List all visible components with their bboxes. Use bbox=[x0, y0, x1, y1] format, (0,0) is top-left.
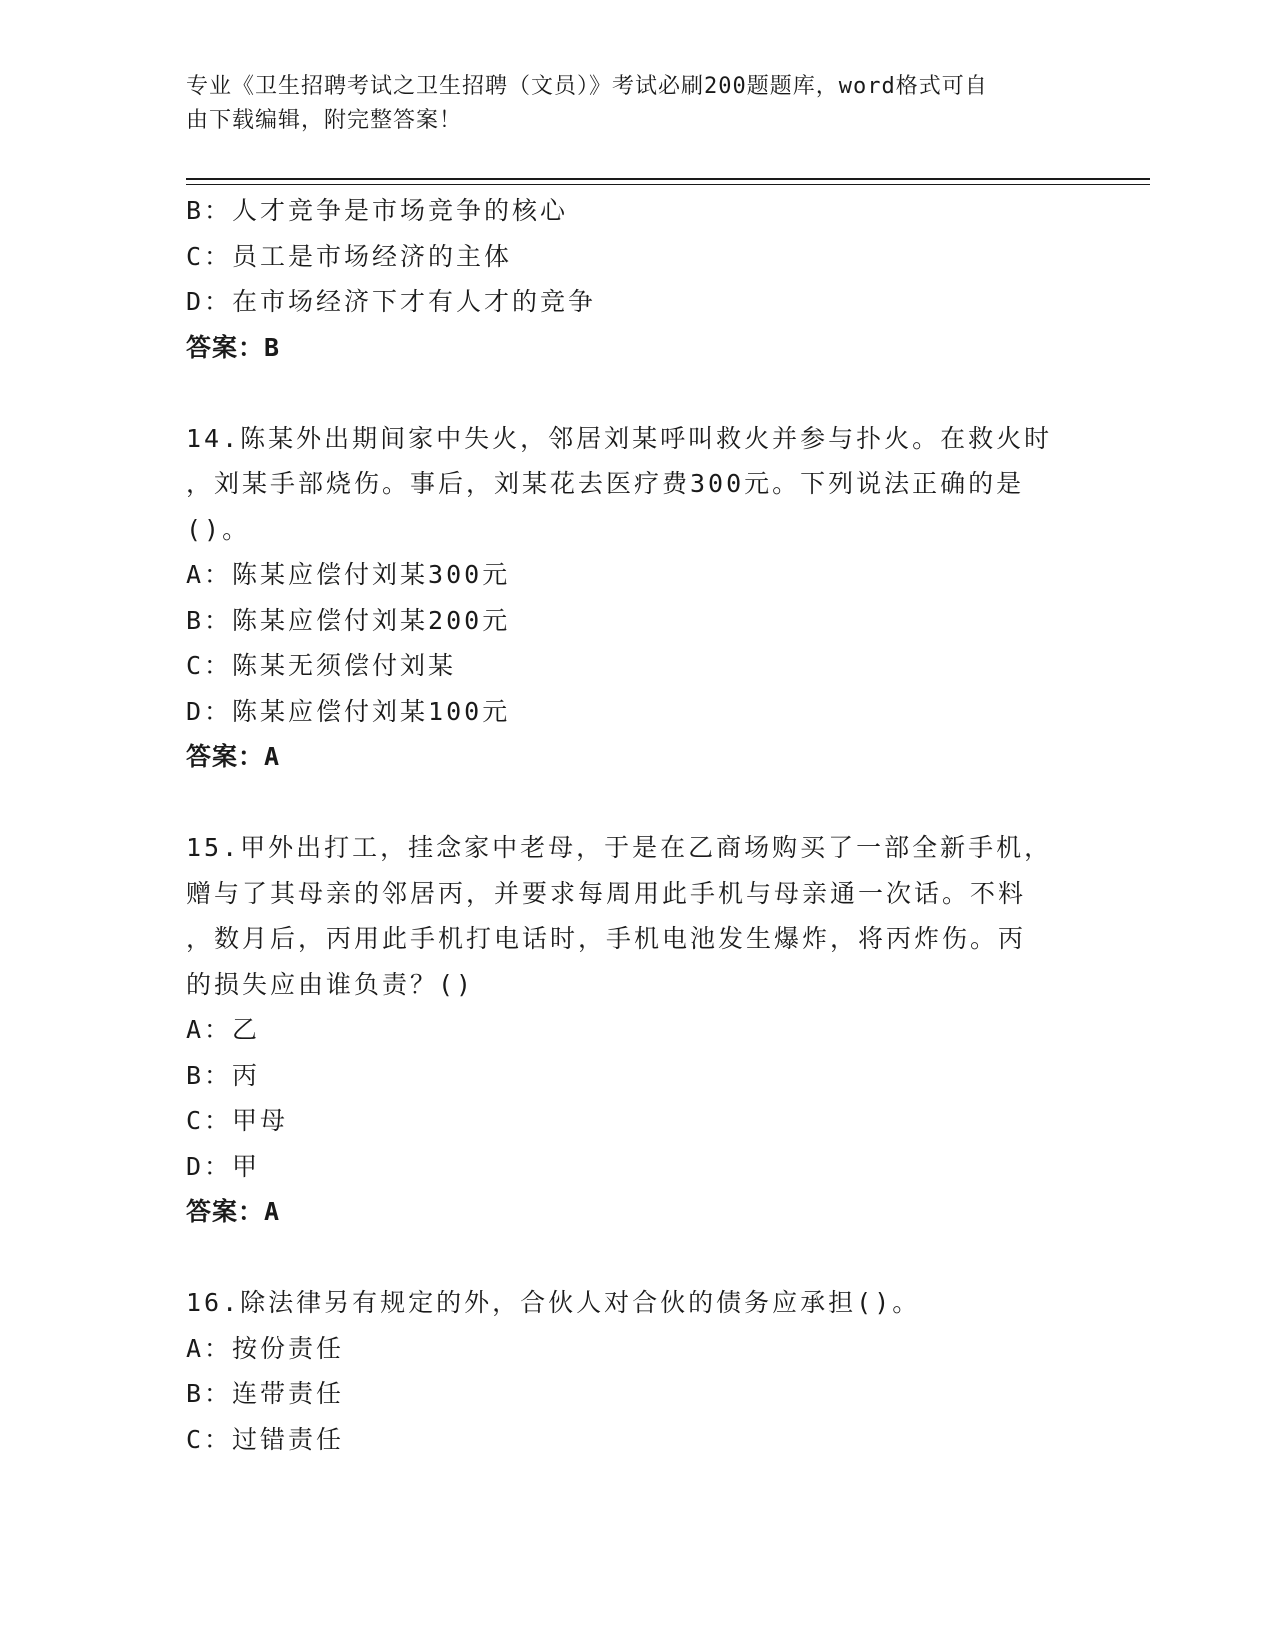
option: C：陈某无须偿付刘某 bbox=[186, 651, 457, 680]
question-text-line: ()。 bbox=[186, 514, 251, 544]
question-text-line: ，数月后，丙用此手机打电话时，手机电池发生爆炸，将丙炸伤。丙 bbox=[186, 924, 1027, 953]
option: B：丙 bbox=[186, 1060, 261, 1090]
option: A：陈某应偿付刘某300元 bbox=[186, 560, 511, 589]
option: A：按份责任 bbox=[186, 1333, 345, 1363]
question-text-line: 的损失应由谁负责？() bbox=[186, 969, 475, 999]
question-text-line: 14.陈某外出期间家中失火，邻居刘某呼叫救火并参与扑火。在救火时 bbox=[186, 423, 1053, 453]
answer: 答案：A bbox=[186, 1197, 281, 1226]
header-divider bbox=[186, 178, 1150, 180]
option: C：员工是市场经济的主体 bbox=[186, 241, 513, 271]
option: B：连带责任 bbox=[186, 1379, 345, 1408]
question-14 bbox=[186, 416, 1086, 780]
question-13-tail bbox=[186, 188, 1086, 370]
option: D：陈某应偿付刘某100元 bbox=[186, 696, 511, 726]
answer: 答案：A bbox=[186, 742, 281, 771]
option: C：甲母 bbox=[186, 1106, 289, 1135]
option: B：陈某应偿付刘某200元 bbox=[186, 605, 511, 635]
question-list bbox=[186, 188, 1086, 1462]
document-header bbox=[186, 70, 1066, 138]
option: D：在市场经济下才有人才的竞争 bbox=[186, 287, 597, 316]
question-text-line: ，刘某手部烧伤。事后，刘某花去医疗费300元。下列说法正确的是 bbox=[186, 469, 1025, 498]
option: B：人才竞争是市场竞争的核心 bbox=[186, 196, 569, 225]
header-line: 专业《卫生招聘考试之卫生招聘（文员）》考试必刷200题题库，word格式可自 bbox=[186, 74, 988, 99]
answer: 答案：B bbox=[186, 332, 281, 362]
option: A：乙 bbox=[186, 1015, 261, 1044]
header-divider-thin bbox=[186, 184, 1150, 185]
question-text-line: 15.甲外出打工，挂念家中老母，于是在乙商场购买了一部全新手机， bbox=[186, 833, 1053, 862]
option: D：甲 bbox=[186, 1151, 261, 1181]
header-line: 由下载编辑，附完整答案！ bbox=[186, 108, 463, 133]
question-text-line: 16.除法律另有规定的外，合伙人对合伙的债务应承担()。 bbox=[186, 1288, 921, 1317]
question-text-line: 赠与了其母亲的邻居丙，并要求每周用此手机与母亲通一次话。不料 bbox=[186, 878, 1027, 908]
question-16 bbox=[186, 1280, 1086, 1462]
question-15 bbox=[186, 825, 1086, 1235]
option: C：过错责任 bbox=[186, 1424, 345, 1454]
